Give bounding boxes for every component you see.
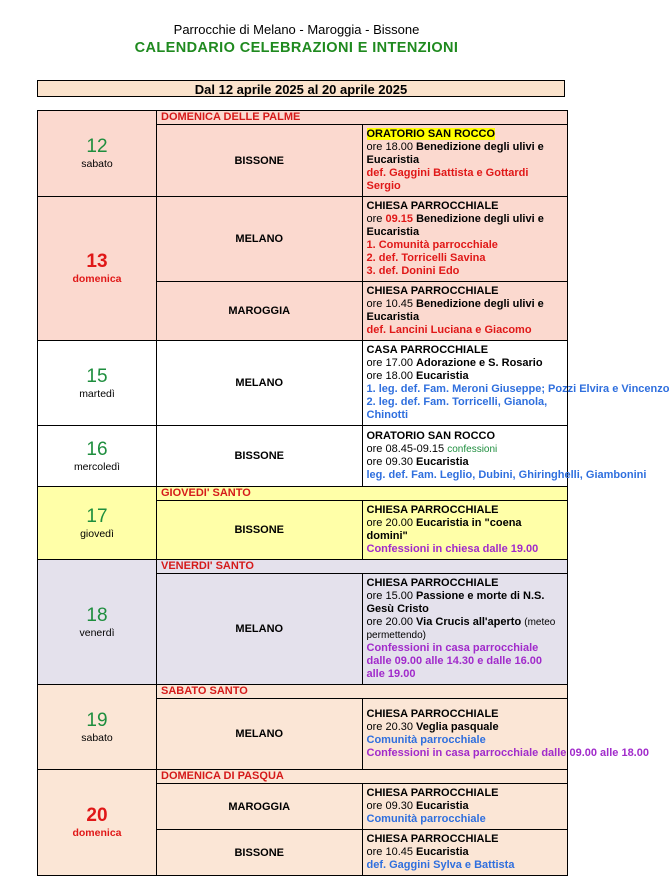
intention: def. Gaggini Battista e Gottardi Sergio — [366, 167, 529, 192]
location-name: MELANO — [157, 197, 363, 282]
location-name: MELANO — [157, 341, 363, 426]
intention: 1. leg. def. Fam. Meroni Giuseppe; Pozzi Elvira e Vincenzo — [366, 383, 669, 395]
place-name: CASA PARROCCHIALE — [366, 344, 489, 356]
event-description: Benedizione degli ulivi e Eucaristia — [366, 298, 544, 323]
event-row — [38, 341, 568, 426]
day-number: 17 — [86, 505, 108, 527]
event-description: Benedizione degli ulivi e Eucaristia — [366, 141, 544, 166]
place-name: ORATORIO SAN ROCCO — [366, 430, 496, 442]
date-range-banner: Dal 12 aprile 2025 al 20 aprile 2025 — [37, 80, 565, 97]
day-cell-18 — [38, 560, 157, 685]
day-number: 15 — [86, 365, 108, 387]
parishes-header: Parrocchie di Melano - Maroggia - Bissone — [173, 22, 420, 37]
place-name: CHIESA PARROCCHIALE — [366, 833, 499, 845]
event-description: Passione e morte di N.S. Gesù Cristo — [366, 590, 545, 615]
event-row — [38, 197, 568, 282]
day-name: venerdì — [79, 626, 115, 639]
event-time: ore 18.00 — [366, 370, 413, 382]
intention: Confessioni in chiesa dalle 19.00 — [366, 543, 539, 555]
celebrations-table — [37, 110, 669, 876]
day-name: domenica — [72, 273, 122, 285]
event-description: Eucaristia — [416, 800, 469, 812]
event-time-prefix: ore — [366, 213, 386, 225]
event-details — [362, 197, 568, 282]
day-cell-16 — [38, 426, 157, 487]
intention: def. Lancini Luciana e Giacomo — [366, 324, 532, 336]
event-description: Eucaristia — [416, 370, 469, 382]
day-name: sabato — [81, 731, 113, 744]
intention: Comunità parrocchiale — [366, 813, 486, 825]
event-description: Via Crucis all'aperto — [416, 616, 522, 628]
intention: Comunità parrocchiale — [366, 734, 486, 746]
intention: Confessioni in casa parrocchiale — [366, 642, 539, 654]
day-cell-20 — [38, 770, 157, 876]
document-title: CALENDARIO CELEBRAZIONI E INTENZIONI — [134, 40, 459, 56]
intention: 2. leg. def. Fam. Torricelli, Gianola, Chinotti — [366, 396, 548, 421]
event-time: ore 20.30 — [366, 721, 413, 733]
event-description: Benedizione degli ulivi e Eucaristia — [366, 213, 544, 238]
event-details — [362, 282, 568, 341]
location-name: BISSONE — [157, 125, 363, 197]
location-name: MELANO — [157, 699, 363, 770]
event-time: ore 09.30 — [366, 456, 413, 468]
day-number: 12 — [86, 136, 108, 157]
event-description: Eucaristia in "coena domini" — [366, 517, 522, 542]
event-description: confessioni — [447, 444, 498, 455]
day-cell-15 — [38, 341, 157, 426]
row-day-19-liturgy — [38, 685, 568, 699]
liturgy-label: VENERDI' SANTO — [157, 560, 568, 574]
event-time-highlight: 09.15 — [385, 213, 413, 225]
location-name: BISSONE — [157, 426, 363, 487]
event-row — [38, 426, 568, 487]
intention: Confessioni in casa parrocchiale dalle 09.00 alle 18.00 — [366, 747, 649, 759]
liturgy-label: SABATO SANTO — [157, 685, 568, 699]
place-name: CHIESA PARROCCHIALE — [366, 200, 499, 212]
row-day-17-liturgy — [38, 487, 568, 501]
day-number: 20 — [86, 805, 108, 826]
event-time: ore 20.00 — [366, 616, 413, 628]
event-time: ore 18.00 — [366, 141, 413, 153]
day-name: martedì — [79, 387, 115, 400]
place-name: CHIESA PARROCCHIALE — [366, 504, 499, 516]
event-details — [362, 699, 649, 770]
event-description: Eucaristia — [416, 846, 469, 858]
place-name: CHIESA PARROCCHIALE — [366, 577, 499, 589]
event-details — [362, 574, 568, 685]
liturgy-label: DOMENICA DI PASQUA — [157, 770, 568, 784]
intention: 3. def. Donini Edo — [366, 265, 460, 277]
day-name: domenica — [72, 827, 122, 839]
place-name: CHIESA PARROCCHIALE — [366, 285, 499, 297]
event-description: Eucaristia — [416, 456, 469, 468]
day-name: sabato — [81, 158, 113, 170]
event-details — [362, 125, 568, 197]
event-description: Veglia pasquale — [416, 721, 499, 733]
event-details — [362, 501, 568, 560]
day-name: giovedì — [80, 527, 114, 540]
day-cell-12 — [38, 111, 157, 197]
intention: 2. def. Torricelli Savina — [366, 252, 486, 264]
row-day-18-liturgy — [38, 560, 568, 574]
day-number: 16 — [86, 438, 108, 460]
intention: leg. def. Fam. Leglio, Dubini, Ghiringhelli, Giambonini — [366, 469, 647, 481]
location-name: BISSONE — [157, 501, 363, 560]
intention: dalle 09.00 alle 14.30 e dalle 16.00 alle 19.00 — [366, 655, 543, 680]
place-name: CHIESA PARROCCHIALE — [366, 787, 499, 799]
place-name: ORATORIO SAN ROCCO — [366, 128, 496, 140]
row-day-20-liturgy — [38, 770, 568, 784]
location-name: MELANO — [157, 574, 363, 685]
day-number: 18 — [86, 604, 108, 626]
day-cell-17 — [38, 487, 157, 560]
location-name: BISSONE — [157, 830, 363, 876]
event-note: (meteo permettendo) — [366, 617, 556, 641]
row-day-12-liturgy — [38, 111, 568, 125]
event-description: Adorazione e S. Rosario — [416, 357, 543, 369]
event-details — [362, 341, 669, 426]
event-details — [362, 784, 568, 830]
event-time: ore 20.00 — [366, 517, 413, 529]
event-time: ore 15.00 — [366, 590, 413, 602]
event-time: ore 10.45 — [366, 846, 413, 858]
event-time: ore 10.45 — [366, 298, 413, 310]
location-name: MAROGGIA — [157, 784, 363, 830]
day-number: 13 — [86, 251, 108, 272]
place-name: CHIESA PARROCCHIALE — [366, 708, 499, 720]
liturgy-label: DOMENICA DELLE PALME — [157, 111, 568, 125]
day-cell-13 — [38, 197, 157, 341]
location-name: MAROGGIA — [157, 282, 363, 341]
event-details — [362, 830, 568, 876]
liturgy-label: GIOVEDI' SANTO — [157, 487, 568, 501]
event-details — [362, 426, 647, 487]
day-cell-19 — [38, 685, 157, 770]
day-name: mercoledì — [73, 460, 121, 473]
event-time: ore 09.30 — [366, 800, 413, 812]
event-time: ore 17.00 — [366, 357, 413, 369]
event-time: ore 08.45-09.15 — [366, 443, 445, 455]
day-number: 19 — [86, 709, 108, 731]
intention: 1. Comunità parrocchiale — [366, 239, 498, 251]
intention: def. Gaggini Sylva e Battista — [366, 859, 515, 871]
